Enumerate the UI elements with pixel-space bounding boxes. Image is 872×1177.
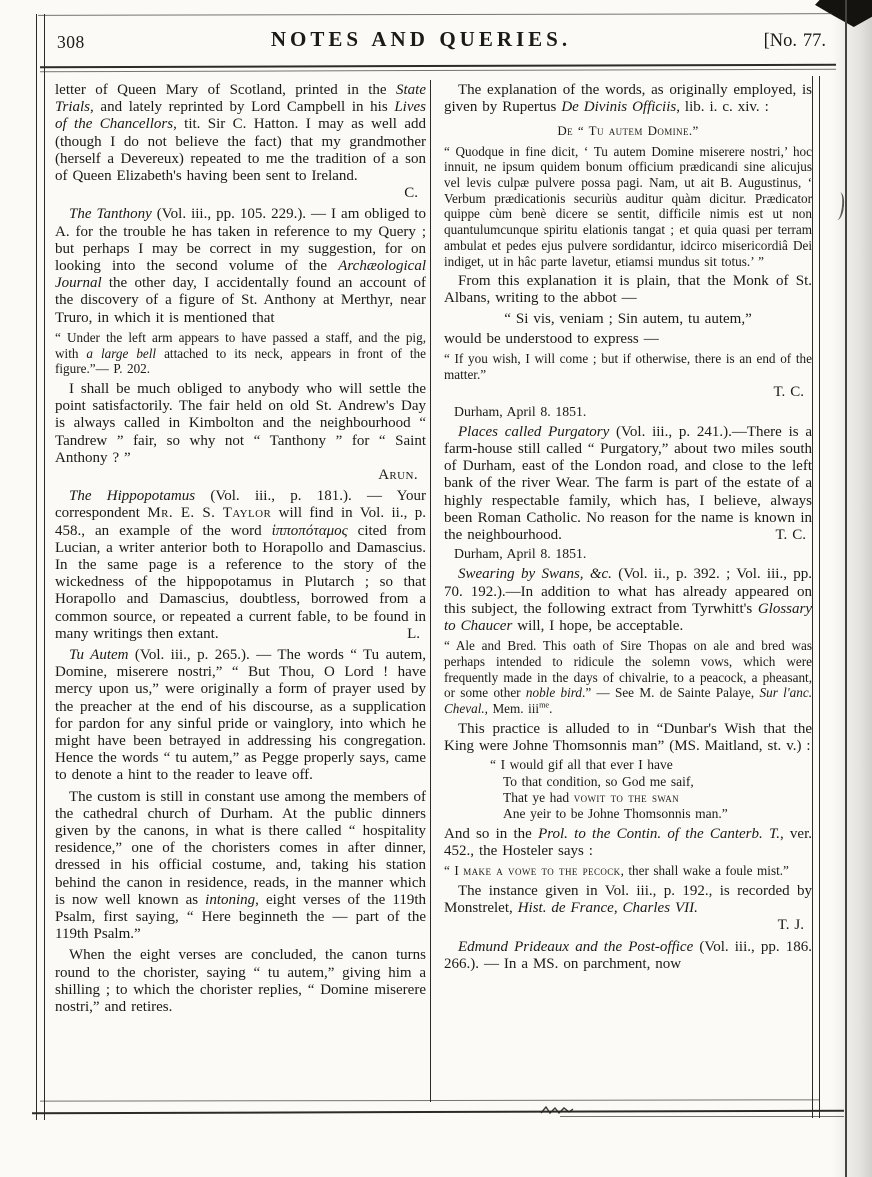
dateline: [444, 403, 812, 420]
article-paragraph: [444, 939, 812, 973]
text-run: , ther shall wake a foule mist.”: [620, 863, 789, 879]
article-paragraph: [444, 82, 812, 116]
right-border-outer: [819, 76, 820, 1118]
smallcaps-text: make a vowe to the pecock: [463, 863, 621, 879]
text-run: will find in Vol. ii., p. 458., an example of the word: [55, 505, 426, 539]
page-edge-line: [845, 0, 847, 1177]
page-number: 308: [57, 32, 85, 52]
text-run: the other day, I accidentally found an account of the discovery of a figure of St. Anthony at Merthyr, near Truro, in which it is mentioned that: [55, 275, 426, 326]
superscript-text: me: [539, 700, 550, 710]
smallcaps-text: Arun.: [378, 466, 418, 483]
article-paragraph: [55, 206, 426, 326]
article-paragraph: [55, 947, 426, 1016]
page-title: NOTES AND QUERIES.: [270, 27, 572, 51]
text-run: , and lately reprinted by Lord Campbell in his: [90, 99, 395, 116]
contributor-signature: [55, 467, 426, 484]
text-run: “ Under the left arm appears to have passed a staff, and the pig, with: [55, 329, 426, 361]
text-run: (Vol. iii., p. 241.).—There is a farm-house still called “ Purgatory,” about two miles south of Durham, east of the London road, and close to the left bank of the river Wear. The farm is part of the estate of a highly respectable family, which has, I believe, always been Roman Catholic. No reason for the name is known in the neighbourhood.: [444, 423, 812, 544]
article-paragraph: [444, 721, 812, 755]
text-run: .: [549, 701, 553, 717]
italic-text: Places called Purgatory: [458, 423, 610, 440]
contributor-signature: [55, 185, 426, 202]
contributor-signature: L.: [407, 625, 420, 642]
article-paragraph: [444, 273, 812, 307]
italic-text: Tu Autem: [69, 647, 129, 663]
text-run: cited from Lucian, a writer anterior both to Horapollo and Damascius. In the same page is a reference to the story of the wickedness of the hippopotamus in Plutarch ; so that Horapollo and Damascius, doubtless, borrowed from a common source, or repeated a current fable, to be found in many writings then extant.: [55, 522, 426, 642]
italic-text: Swearing by Swans, &c.: [458, 566, 612, 583]
italic-text: The Tanthony: [69, 206, 152, 223]
text-run: T. J.: [777, 917, 804, 934]
italic-text: Charles VII.: [622, 900, 698, 917]
italic-text: Archæological Journal: [55, 258, 426, 292]
smallcaps-text: Mr. E. S. Taylor: [147, 505, 272, 522]
italic-text: Lives of the Chancellors: [55, 99, 426, 133]
quoted-extract: [444, 638, 812, 717]
header-rule-thick: [40, 64, 836, 69]
smallcaps-text: De “ Tu autem Domine.”: [557, 123, 699, 139]
quoted-extract: [444, 144, 812, 270]
contributor-signature: [444, 917, 812, 934]
italic-text: The Hippopotamus: [69, 488, 196, 505]
text-run: ,: [613, 900, 623, 917]
column-divider: [430, 80, 431, 1102]
article-paragraph: [55, 381, 426, 467]
contributor-signature: T. C.: [775, 527, 806, 544]
article-paragraph: [444, 883, 812, 917]
text-run: “ If you wish, I will come ; but if otherwise, there is an end of the matter.”: [444, 351, 812, 382]
verse-line: [503, 806, 812, 822]
quoted-extract: [444, 863, 812, 879]
text-run: C.: [404, 185, 418, 202]
text-run: I shall be much obliged to anybody who will settle the point satisfactorily. The fair held on old St. Andrew's Day is always called in Kimbolton and the neighbourhood “ Tandrew ” fair, so why not “ Tanthony ” for “ Saint Anthony ? ”: [55, 380, 426, 466]
text-run: “ I would gif all that ever I have: [490, 757, 673, 773]
italic-text: Sur l'anc. Cheval.: [444, 685, 812, 717]
right-column: [444, 82, 812, 1106]
article-paragraph: [444, 566, 812, 635]
text-run: , lib. i. c. xiv. :: [676, 99, 769, 116]
italic-text: Glossary to Chaucer: [444, 600, 812, 635]
page-edge-shading: [832, 0, 872, 1177]
text-run: T. C.: [773, 384, 804, 401]
contributor-signature: [444, 384, 812, 401]
text-run: “ Quodque in fine dicit, ‘ Tu autem Domine miserere nostri,’ hoc innuit, ne ipsum quidem bonum officium prædicandi sine alicujus vel levis culpæ pulvere possa pagi. Nam, ut ait B. Augustinus, ‘ Verbum prædicationis securiùs auditur quàm dicitur. Prædicator quippe cùm benè dicere se sentit, difficile nimis est ut non quantulumcunque spiritu elationis tangat ; et quia quasi per terram ambulat et pedes ejus pulvere sordidantur, idcirco misericordiâ Dei indiget, ut in hâc parte lavetur, etiamsi mundus sit totus.’ ”: [444, 143, 812, 269]
italic-text: Hist. de France: [517, 900, 614, 917]
italic-text: State Trials: [55, 82, 426, 116]
text-run: This practice is alluded to in “Dunbar's Wish that the King were Johne Thomsonnis man” (MS. Maitland, st. v.) :: [444, 720, 812, 755]
article-paragraph: [444, 331, 812, 348]
smallcaps-text: vowit to the swan: [573, 790, 680, 806]
text-run: will, I hope, be acceptable.: [512, 618, 684, 635]
text-run: , ver. 452., the Hosteler says :: [444, 825, 812, 860]
text-run: , tit. Sir C. Hatton. I may as well add (though I do not believe the fact) that my grandmother (herself a Devereux) repeated to me the tradition of a son of Queen Elizabeth's having been sent to Ireland.: [55, 116, 426, 185]
article-paragraph: [55, 82, 426, 185]
italic-text: Prol. to the Contin. of the Canterb. T.: [538, 825, 780, 842]
italic-text: Edmund Prideaux and the Post-office: [458, 938, 694, 955]
text-run: When the eight verses are concluded, the canon turns round to the chorister, saying “ tu autem,” giving him a shilling ; to which the chorister replies, “ Domine miserere nostri,” and retires.: [55, 947, 426, 1016]
italic-text: noble bird: [525, 685, 583, 701]
text-run: Ane yeir to be Johne Thomsonnis man.”: [503, 806, 728, 822]
text-run: (Vol. iii., pp. 186. 266.). — In a MS. on parchment, now: [444, 938, 812, 972]
section-heading: [444, 122, 812, 139]
left-border-inner: [44, 14, 45, 1120]
verse-line: [490, 757, 812, 773]
quoted-extract: [55, 330, 426, 377]
verse-quote: [490, 757, 812, 823]
text-run: (Vol. ii., p. 392. ; Vol. iii., pp. 70. 192.).—In addition to what has already appeared on this subject, the following extract from Tyrwhitt's: [444, 566, 812, 617]
verse-line: [503, 790, 812, 806]
text-run: The explanation of the words, as originally employed, is given by Rupertus: [444, 82, 812, 116]
text-run: attached to its neck, appears in front of the figure.”— P. 202.: [55, 345, 426, 377]
text-run: (Vol. iii., p. 265.). — The words “ Tu autem, Domine, miserere nostri,” “ But Thou, O Lord ! have mercy upon us,” were originally a form of prayer used by the preacher at the end of his discourse, as a supplication for pardon for any sinful pride or vainglory, into which he might have been betrayed in addressing his congregation. Hence the words “ tu autem,” as Pegge properly says, came to denote a hint to the reader to leave off.: [55, 647, 426, 784]
issue-number: [No. 77.: [763, 31, 826, 51]
text-run: And so in the: [444, 825, 539, 842]
text-run: From this explanation it is plain, that the Monk of St. Albans, writing to the abbot —: [444, 273, 812, 307]
article-paragraph: [55, 647, 426, 785]
quoted-extract: [444, 351, 812, 382]
text-run: That ye had: [503, 790, 574, 806]
text-run: “ I: [444, 863, 464, 879]
text-run: would be understood to express —: [444, 330, 659, 347]
text-run: The custom is still in constant use among the members of the cathedral church of Durham. At the public dinners given by the canons, in what is there called “ hospitality residence,” one of the choristers comes in after dinner, dressed in his official costume, and, taking his station behind the canon in residence, reads, in the manner which is now well known as: [55, 788, 426, 908]
left-border-outer: [36, 14, 37, 1120]
article-paragraph: [55, 789, 426, 944]
right-border-inner: [812, 76, 813, 1118]
text-run: , eight verses of the 119th Psalm, first saying, “ Here beginneth the — part of the 119th Psalm.”: [55, 891, 426, 943]
bottom-rule-thick: [32, 1110, 844, 1115]
text-run: “ Ale and Bred. This oath of Sire Thopas on ale and bred was perhaps intended to ridicule the solemn vows, which were frequently made in the days of chivalrie, to a peacock, a pheasant, or some other: [444, 638, 812, 701]
text-run: Durham, April 8. 1851.: [454, 403, 587, 419]
text-run: , Mem. iii: [484, 701, 540, 717]
article-paragraph: [444, 424, 812, 544]
scan-squiggle-mark: [540, 1104, 574, 1116]
text-run: .” — See M. de Sainte Palaye,: [582, 685, 760, 701]
italic-text: a large bell: [86, 345, 157, 361]
verse-line: [503, 774, 812, 790]
bottom-rule-double: [560, 1116, 844, 1117]
italic-text: ἱπποπόταμος: [271, 522, 348, 539]
dateline: [444, 545, 812, 562]
italic-text: intoning: [205, 891, 256, 908]
article-paragraph: [444, 826, 812, 860]
text-run: To that condition, so God me saif,: [503, 773, 694, 789]
center-quote: [444, 311, 812, 328]
text-run: Durham, April 8. 1851.: [454, 546, 587, 562]
article-paragraph: [55, 488, 426, 643]
text-run: letter of Queen Mary of Scotland, printed in the: [55, 82, 396, 98]
text-run: “ Si vis, veniam ; Sin autem, tu autem,”: [504, 310, 752, 327]
top-scan-line: [38, 13, 832, 16]
text-run: The instance given in Vol. iii., p. 192., is recorded by Monstrelet,: [444, 882, 812, 917]
text-run: (Vol. iii., p. 181.). — Your correspondent: [55, 488, 426, 522]
text-run: (Vol. iii., pp. 105. 229.). — I am obliged to A. for the trouble he has taken in reference to my Query ; but perhaps I may be correct in my suggestion, for on looking into the second volume of the: [55, 206, 426, 275]
header-rule-thin: [40, 69, 836, 73]
italic-text: De Divinis Officiis: [561, 99, 677, 116]
left-column: [55, 82, 426, 1106]
